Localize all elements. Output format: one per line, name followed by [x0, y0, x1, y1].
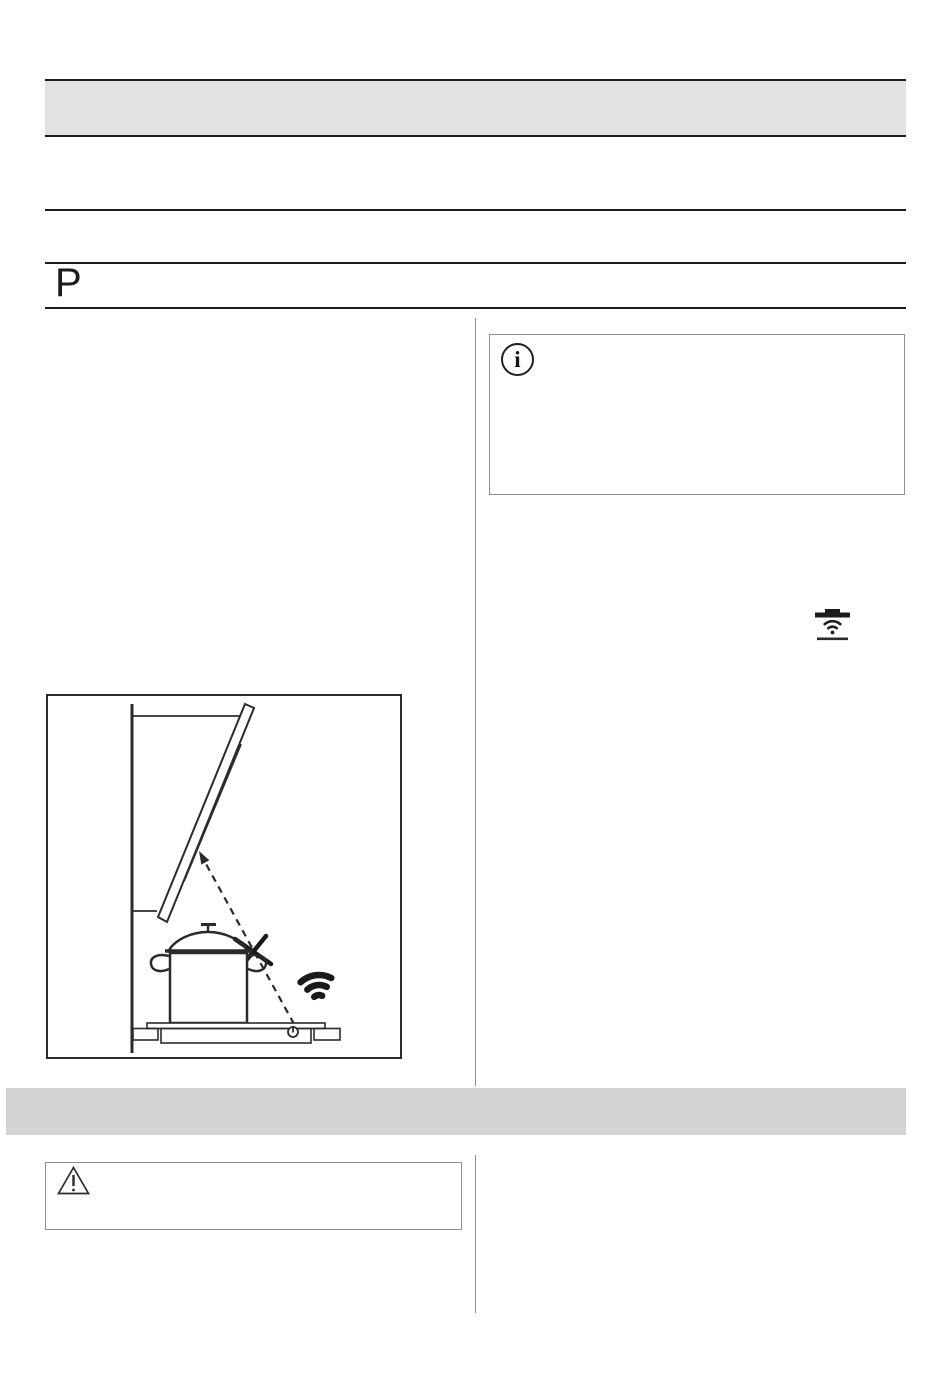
hood-panel: [158, 704, 254, 922]
column-divider: [475, 318, 476, 1086]
hob-glass: [147, 1023, 325, 1029]
figure-hob2hood-blocked-signal: [46, 694, 402, 1059]
signal-arrowhead: [199, 851, 209, 865]
power-button-icon: [288, 1026, 298, 1037]
hood-shape-icon: [815, 609, 850, 618]
horizontal-rule: [45, 262, 906, 264]
counter-right: [314, 1029, 340, 1041]
hood-inner-edge: [184, 744, 241, 881]
warning-note-box: [45, 1162, 462, 1230]
section-header-band: [45, 79, 906, 137]
pot-body: [170, 953, 247, 1023]
warning-triangle-icon: [57, 1166, 91, 1196]
counter-left: [133, 1029, 158, 1041]
horizontal-rule: [45, 209, 906, 211]
hob-line-icon: [817, 638, 848, 641]
hood-wifi-icon: [810, 605, 854, 645]
info-note-box: [489, 334, 905, 495]
pot-handle-left: [151, 955, 169, 971]
section-letter: P: [55, 261, 82, 305]
horizontal-rule: [45, 307, 906, 309]
wifi-signal-icon: [300, 973, 334, 998]
section-band-bottom: [6, 1088, 906, 1135]
wifi-waves-icon: [825, 621, 841, 634]
column-divider: [475, 1155, 476, 1313]
info-icon: i: [501, 343, 534, 376]
